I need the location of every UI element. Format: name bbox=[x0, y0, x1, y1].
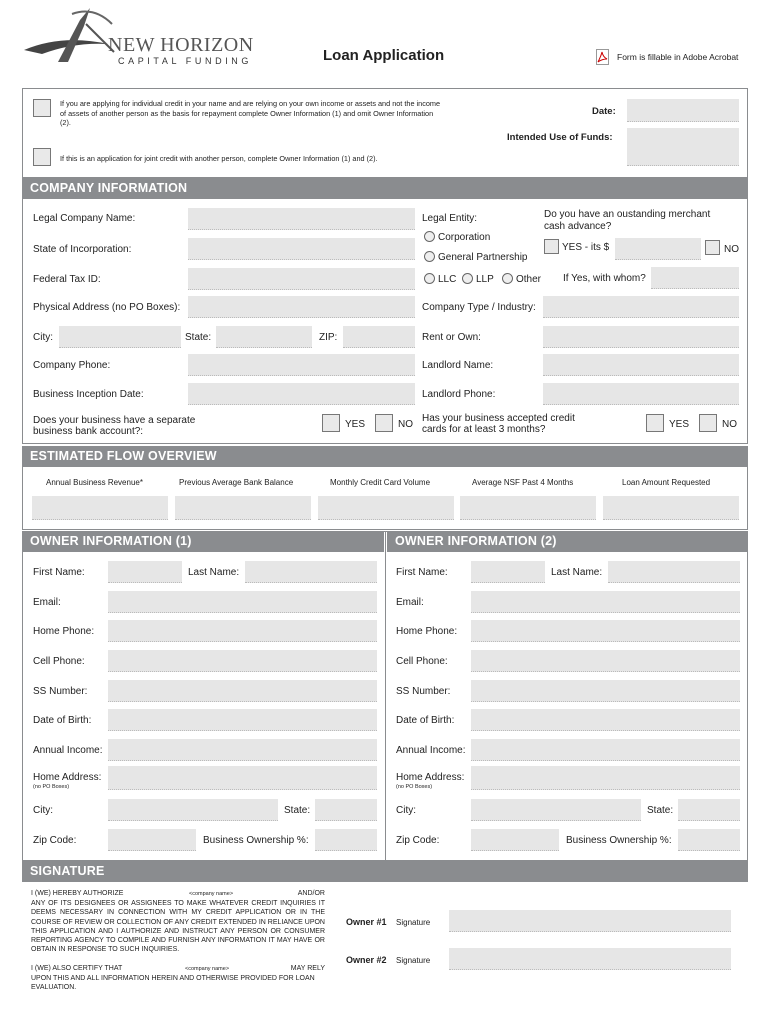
owner1-dob-field[interactable] bbox=[108, 709, 377, 731]
legal-name-field[interactable] bbox=[188, 208, 415, 230]
owner1-cell-phone-label: Cell Phone: bbox=[33, 656, 85, 667]
owner2-home-address-label: Home Address: bbox=[396, 772, 465, 783]
owner1-home-address-field[interactable] bbox=[108, 766, 377, 790]
owner1-state-label: State: bbox=[284, 805, 311, 816]
other-radio[interactable] bbox=[502, 273, 513, 284]
owner2-signature-field[interactable] bbox=[449, 948, 731, 970]
owner1-home-phone-label: Home Phone: bbox=[33, 626, 95, 637]
llc-radio[interactable] bbox=[424, 273, 435, 284]
city-label: City: bbox=[33, 332, 53, 343]
owners-divider bbox=[385, 531, 386, 861]
owner2-first-name-label: First Name: bbox=[396, 567, 448, 578]
state-inc-field[interactable] bbox=[188, 238, 415, 260]
revenue-field[interactable] bbox=[32, 496, 168, 520]
owner2-cell-phone-field[interactable] bbox=[471, 650, 740, 672]
logo-subtitle: CAPITAL FUNDING bbox=[118, 56, 253, 66]
llp-option[interactable] bbox=[462, 273, 494, 285]
owner2-section-title: OWNER INFORMATION (2) bbox=[387, 531, 748, 552]
credit-cards-no-label: NO bbox=[722, 419, 737, 430]
llp-label: LLP bbox=[476, 274, 494, 285]
owner1-email-field[interactable] bbox=[108, 591, 377, 613]
company-type-label: Company Type / Industry: bbox=[422, 302, 536, 313]
llc-label: LLC bbox=[438, 274, 457, 285]
credit-cards-yes-checkbox[interactable] bbox=[646, 414, 664, 432]
state-inc-label: State of Incorporation: bbox=[33, 244, 132, 255]
owner2-city-field[interactable] bbox=[471, 799, 641, 821]
credit-cards-label: Has your business accepted credit cards for at least 3 months? bbox=[422, 413, 575, 435]
separate-account-no-checkbox[interactable] bbox=[375, 414, 393, 432]
owner1-no-po-note: (no PO Boxes) bbox=[33, 784, 70, 790]
tax-id-field[interactable] bbox=[188, 268, 415, 290]
flow-col-loan: Loan Amount Requested bbox=[622, 478, 711, 487]
auth-line-1 bbox=[31, 890, 325, 897]
owner1-city-label: City: bbox=[33, 805, 53, 816]
owner1-ownership-field[interactable] bbox=[315, 829, 377, 851]
merchant-no-label: NO bbox=[724, 244, 739, 255]
auth-body: ANY OF ITS DESIGNEES OR ASSIGNEES TO MAKE WHATEVER CREDIT INQUIRIES IT DEEMS NECESSARY IN CONNECTION WITH MY CREDIT APPLICATION OR IN THE COURSE OF REVIEW OR COLLECTION OF ANY CREDIT EXTENDED IN RELIANCE UPON THIS APPLICATION AND I AUTHORIZE AND INSTRUCT ANY PERSON OR CONSUMER REPORTING AGENCY TO COMPILE AND FURNISH ANY INFORMATION IT MAY HAVE OR OBTAIN IN RESPONSE TO SUCH INQUIRIES. bbox=[31, 900, 325, 954]
legal-entity-label: Legal Entity: bbox=[422, 213, 478, 224]
owner1-ownership-label: Business Ownership %: bbox=[203, 835, 309, 846]
pdf-icon bbox=[596, 49, 609, 65]
rent-own-label: Rent or Own: bbox=[422, 332, 481, 343]
signature-section-title: SIGNATURE bbox=[22, 861, 748, 882]
partnership-radio[interactable] bbox=[424, 251, 435, 262]
owner2-city-label: City: bbox=[396, 805, 416, 816]
with-whom-label: If Yes, with whom? bbox=[563, 273, 646, 284]
merchant-yes-checkbox[interactable] bbox=[544, 239, 559, 254]
rent-own-field[interactable] bbox=[543, 326, 739, 348]
address-label: Physical Address (no PO Boxes): bbox=[33, 302, 181, 313]
cc-volume-field[interactable] bbox=[318, 496, 454, 520]
state-label: State: bbox=[185, 332, 212, 343]
certify-may-rely: MAY RELY bbox=[290, 965, 325, 972]
nsf-field[interactable] bbox=[460, 496, 596, 520]
loan-amount-field[interactable] bbox=[603, 496, 739, 520]
intended-use-label: Intended Use of Funds: bbox=[507, 132, 613, 143]
fillable-note: Form is fillable in Adobe Acrobat bbox=[617, 52, 739, 62]
owner2-state-label: State: bbox=[647, 805, 674, 816]
owner2-state-field[interactable] bbox=[678, 799, 740, 821]
individual-credit-checkbox[interactable] bbox=[33, 99, 51, 117]
owner2-ownership-field[interactable] bbox=[678, 829, 740, 851]
zip-label: ZIP: bbox=[319, 332, 338, 343]
corporation-label: Corporation bbox=[438, 232, 491, 243]
owner1-annual-income-label: Annual Income: bbox=[33, 745, 103, 756]
credit-cards-yes-label: YES bbox=[669, 419, 690, 430]
landlord-name-label: Landlord Name: bbox=[422, 360, 494, 371]
landlord-phone-field[interactable] bbox=[543, 383, 739, 405]
owner2-home-phone-label: Home Phone: bbox=[396, 626, 458, 637]
owner2-home-phone-field[interactable] bbox=[471, 620, 740, 642]
owner1-home-phone-field[interactable] bbox=[108, 620, 377, 642]
owner2-first-name-field[interactable] bbox=[471, 561, 545, 583]
separate-account-label: Does your business have a separate business bank account?: bbox=[33, 415, 196, 437]
auth-start: I (WE) HEREBY AUTHORIZE bbox=[31, 890, 124, 897]
owner1-home-address-label: Home Address: bbox=[33, 772, 102, 783]
auth-company-placeholder: <company name> bbox=[189, 891, 234, 897]
owner1-ss-number-field[interactable] bbox=[108, 680, 377, 702]
company-section-title: COMPANY INFORMATION bbox=[22, 178, 748, 199]
merchant-yes-label: YES - its $ bbox=[562, 242, 610, 253]
certify-company-placeholder: <company name> bbox=[185, 966, 230, 972]
corporation-radio[interactable] bbox=[424, 231, 435, 242]
date-field[interactable] bbox=[627, 99, 739, 122]
partnership-option[interactable] bbox=[424, 251, 528, 263]
owner2-dob-label: Date of Birth: bbox=[396, 715, 455, 726]
certify-line-1 bbox=[31, 965, 325, 972]
owner1-cell-phone-field[interactable] bbox=[108, 650, 377, 672]
owner1-first-name-label: First Name: bbox=[33, 567, 85, 578]
owner2-zip-field[interactable] bbox=[471, 829, 559, 851]
owner2-home-address-field[interactable] bbox=[471, 766, 740, 790]
owner2-annual-income-label: Annual Income: bbox=[396, 745, 466, 756]
landlord-phone-label: Landlord Phone: bbox=[422, 389, 496, 400]
state-field[interactable] bbox=[216, 326, 312, 348]
flow-col-balance: Previous Average Bank Balance bbox=[179, 478, 294, 487]
flow-col-nsf: Average NSF Past 4 Months bbox=[472, 478, 574, 487]
certify-start: I (WE) ALSO CERTIFY THAT bbox=[31, 965, 123, 972]
owner2-last-name-field[interactable] bbox=[608, 561, 740, 583]
owner2-email-label: Email: bbox=[396, 597, 424, 608]
owner2-sig-sublabel: Signature bbox=[396, 956, 431, 965]
owner1-last-name-label: Last Name: bbox=[188, 567, 240, 578]
logo-name: NEW HORIZON bbox=[108, 34, 254, 56]
owner2-ss-number-label: SS Number: bbox=[396, 686, 451, 697]
corporation-option[interactable] bbox=[424, 231, 490, 243]
owner1-annual-income-field[interactable] bbox=[108, 739, 377, 761]
owner2-email-field[interactable] bbox=[471, 591, 740, 613]
auth-and-or: AND/OR bbox=[297, 890, 325, 897]
intended-use-field[interactable] bbox=[627, 128, 739, 166]
llc-option[interactable] bbox=[424, 273, 456, 285]
company-type-field[interactable] bbox=[543, 296, 739, 318]
address-field[interactable] bbox=[188, 296, 415, 318]
landlord-name-field[interactable] bbox=[543, 354, 739, 376]
company-phone-label: Company Phone: bbox=[33, 360, 111, 371]
joint-credit-text: If this is an application for joint credit with another person, complete Owner Information (1) and (2). bbox=[60, 154, 378, 163]
individual-credit-text: If you are applying for individual credit in your name and are relying on your own income or assets and not the income of assets of another person as the basis for repayment complete Owner Information (1) and omit Owner Information (2). bbox=[60, 99, 441, 128]
merchant-amount-field[interactable] bbox=[615, 238, 701, 260]
merchant-question: Do you have an oustanding merchant cash advance? bbox=[544, 209, 711, 232]
flow-section-title: ESTIMATED FLOW OVERVIEW bbox=[22, 446, 748, 467]
owner2-ss-number-field[interactable] bbox=[471, 680, 740, 702]
owner1-signature-field[interactable] bbox=[449, 910, 731, 932]
with-whom-field[interactable] bbox=[651, 267, 739, 289]
owner2-sig-label: Owner #2 bbox=[346, 955, 387, 965]
owner1-zip-label: Zip Code: bbox=[33, 835, 77, 846]
zip-field[interactable] bbox=[343, 326, 415, 348]
owner2-dob-field[interactable] bbox=[471, 709, 740, 731]
owner1-sig-sublabel: Signature bbox=[396, 918, 431, 927]
owner1-zip-field[interactable] bbox=[108, 829, 196, 851]
owner2-zip-label: Zip Code: bbox=[396, 835, 440, 846]
merchant-no-checkbox[interactable] bbox=[705, 240, 720, 255]
joint-credit-checkbox[interactable] bbox=[33, 148, 51, 166]
owner2-cell-phone-label: Cell Phone: bbox=[396, 656, 448, 667]
company-phone-field[interactable] bbox=[188, 354, 415, 376]
owner1-state-field[interactable] bbox=[315, 799, 377, 821]
legal-name-label: Legal Company Name: bbox=[33, 213, 136, 224]
flow-col-revenue: Annual Business Revenue* bbox=[46, 478, 143, 487]
separate-account-no-label: NO bbox=[398, 419, 413, 430]
balance-field[interactable] bbox=[175, 496, 311, 520]
owner2-ownership-label: Business Ownership %: bbox=[566, 835, 672, 846]
owner1-first-name-field[interactable] bbox=[108, 561, 182, 583]
page-title: Loan Application bbox=[323, 47, 445, 64]
owner1-dob-label: Date of Birth: bbox=[33, 715, 92, 726]
owner1-ss-number-label: SS Number: bbox=[33, 686, 88, 697]
other-label: Other bbox=[516, 274, 542, 285]
separate-account-yes-checkbox[interactable] bbox=[322, 414, 340, 432]
partnership-label: General Partnership bbox=[438, 252, 528, 263]
flow-col-cc-volume: Monthly Credit Card Volume bbox=[330, 478, 431, 487]
tax-id-label: Federal Tax ID: bbox=[33, 274, 101, 285]
owner2-last-name-label: Last Name: bbox=[551, 567, 603, 578]
owner1-city-field[interactable] bbox=[108, 799, 278, 821]
inception-field[interactable] bbox=[188, 383, 415, 405]
city-field[interactable] bbox=[59, 326, 181, 348]
owner1-sig-label: Owner #1 bbox=[346, 917, 387, 927]
owner2-no-po-note: (no PO Boxes) bbox=[396, 784, 433, 790]
separate-account-yes-label: YES bbox=[345, 419, 366, 430]
owner1-email-label: Email: bbox=[33, 597, 61, 608]
certify-body: UPON THIS AND ALL INFORMATION HEREIN AND OTHERWISE PROVIDED FOR LOAN EVALUATION. bbox=[31, 975, 315, 992]
credit-cards-no-checkbox[interactable] bbox=[699, 414, 717, 432]
owner1-section-title: OWNER INFORMATION (1) bbox=[22, 531, 384, 552]
owner1-last-name-field[interactable] bbox=[245, 561, 377, 583]
owner2-annual-income-field[interactable] bbox=[471, 739, 740, 761]
inception-label: Business Inception Date: bbox=[33, 389, 144, 400]
llp-radio[interactable] bbox=[462, 273, 473, 284]
other-option[interactable] bbox=[502, 273, 541, 285]
date-label: Date: bbox=[592, 106, 616, 117]
